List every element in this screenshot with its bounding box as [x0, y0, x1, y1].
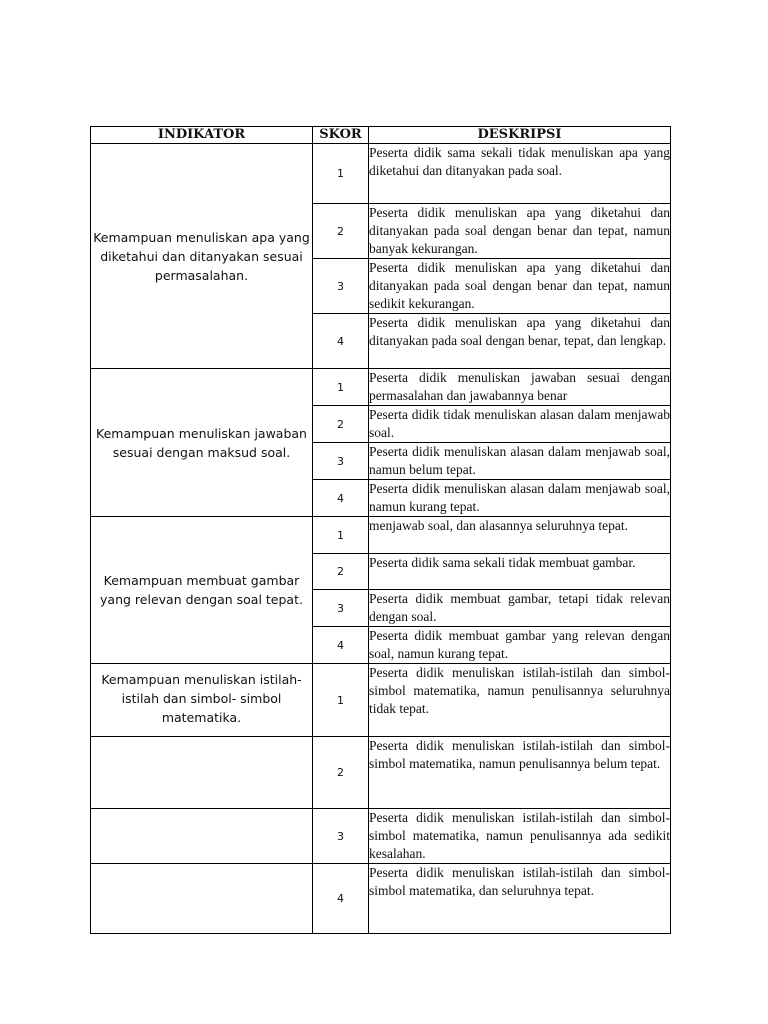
score-cell: 2 [313, 406, 369, 443]
indicator-cell-empty [91, 864, 313, 934]
score-cell: 4 [313, 627, 369, 664]
table-row [91, 809, 671, 864]
score-cell: 1 [313, 369, 369, 406]
score-cell: 3 [313, 809, 369, 864]
header-deskripsi: DESKRIPSI [369, 127, 671, 144]
score-cell: 3 [313, 590, 369, 627]
header-indikator: INDIKATOR [91, 127, 313, 144]
description-cell: Peserta didik membuat gambar, tetapi tidak relevan dengan soal. [369, 590, 671, 627]
description-cell: Peserta didik menuliskan istilah-istilah dan simbol-simbol matematika, namun penulisannya ada sedikit kesalahan. [369, 809, 671, 864]
rubric-table [90, 126, 671, 934]
description-cell: Peserta didik menuliskan istilah-istilah dan simbol-simbol matematika, namun penulisannya belum tepat. [369, 737, 671, 809]
score-cell: 3 [313, 443, 369, 480]
score-cell: 1 [313, 664, 369, 737]
description-cell: Peserta didik menuliskan istilah-istilah dan simbol-simbol matematika, namun penulisannya seluruhnya tidak tepat. [369, 664, 671, 737]
table-row [91, 144, 671, 204]
description-cell: menjawab soal, dan alasannya seluruhnya tepat. [369, 517, 671, 554]
description-cell: Peserta didik sama sekali tidak menuliskan apa yang diketahui dan ditanyakan pada soal. [369, 144, 671, 204]
score-cell: 4 [313, 480, 369, 517]
indicator-cell: Kemampuan menuliskan jawaban sesuai dengan maksud soal. [91, 369, 313, 517]
score-cell: 4 [313, 864, 369, 934]
description-cell: Peserta didik membuat gambar yang relevan dengan soal, namun kurang tepat. [369, 627, 671, 664]
score-cell: 1 [313, 517, 369, 554]
score-cell: 2 [313, 737, 369, 809]
description-cell: Peserta didik menuliskan apa yang diketahui dan ditanyakan pada soal dengan benar, tepat, dan lengkap. [369, 314, 671, 369]
description-cell: Peserta didik menuliskan istilah-istilah dan simbol-simbol matematika, dan seluruhnya tepat. [369, 864, 671, 934]
score-cell: 4 [313, 314, 369, 369]
indicator-cell: Kemampuan menuliskan apa yang diketahui dan ditanyakan sesuai permasalahan. [91, 144, 313, 369]
score-cell: 3 [313, 259, 369, 314]
description-cell: Peserta didik menuliskan apa yang diketahui dan ditanyakan pada soal dengan benar dan tepat, namun banyak kekurangan. [369, 204, 671, 259]
description-cell: Peserta didik menuliskan alasan dalam menjawab soal, namun belum tepat. [369, 443, 671, 480]
description-cell: Peserta didik tidak menuliskan alasan dalam menjawab soal. [369, 406, 671, 443]
header-skor: SKOR [313, 127, 369, 144]
description-cell: Peserta didik sama sekali tidak membuat gambar. [369, 554, 671, 590]
indicator-cell-empty [91, 809, 313, 864]
score-cell: 2 [313, 204, 369, 259]
table-row [91, 517, 671, 554]
score-cell: 2 [313, 554, 369, 590]
score-cell: 1 [313, 144, 369, 204]
indicator-cell: Kemampuan membuat gambar yang relevan dengan soal tepat. [91, 517, 313, 664]
indicator-cell: Kemampuan menuliskan istilah-istilah dan simbol- simbol matematika. [91, 664, 313, 737]
table-row [91, 864, 671, 934]
table-row [91, 369, 671, 406]
table-row [91, 664, 671, 737]
description-cell: Peserta didik menuliskan alasan dalam menjawab soal, namun kurang tepat. [369, 480, 671, 517]
description-cell: Peserta didik menuliskan apa yang diketahui dan ditanyakan pada soal dengan benar dan tepat, namun sedikit kekurangan. [369, 259, 671, 314]
description-cell: Peserta didik menuliskan jawaban sesuai dengan permasalahan dan jawabannya benar [369, 369, 671, 406]
indicator-cell-empty [91, 737, 313, 809]
table-header-row [91, 127, 671, 144]
table-row [91, 737, 671, 809]
